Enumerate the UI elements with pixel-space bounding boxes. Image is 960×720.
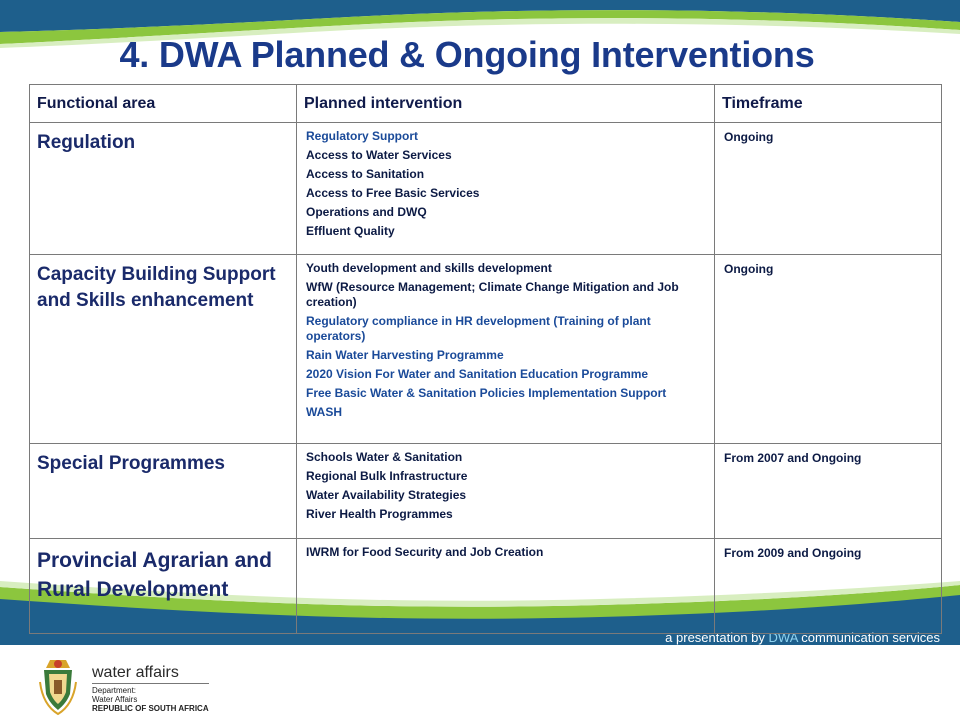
functional-area-cell: Capacity Building Support and Skills enhancement	[30, 255, 297, 444]
table-header-row	[30, 85, 942, 123]
intervention-item: Water Availability Strategies	[306, 488, 467, 502]
intervention-item: WfW (Resource Management; Climate Change Mitigation and Job creation)	[306, 280, 679, 309]
intervention-item: Regional Bulk Infrastructure	[306, 469, 468, 483]
interventions-table	[29, 84, 942, 634]
logo-line-2: Water Affairs	[92, 695, 138, 704]
table-row	[30, 255, 942, 444]
intervention-cell	[297, 539, 715, 634]
presentation-credit: a presentation by DWA communication services	[665, 630, 940, 645]
intervention-item: Effluent Quality	[306, 224, 395, 238]
intervention-cell	[297, 444, 715, 539]
functional-area-cell: Provincial Agrarian and Rural Development	[30, 539, 297, 634]
intervention-item: Regulatory Support	[306, 129, 419, 143]
logo-line-3: REPUBLIC OF SOUTH AFRICA	[92, 704, 209, 713]
intervention-cell	[297, 255, 715, 444]
slide-title: 4. DWA Planned & Ongoing Interventions	[119, 34, 815, 75]
intervention-item: Youth development and skills development	[306, 261, 552, 275]
intervention-cell	[297, 123, 715, 255]
intervention-item: River Health Programmes	[306, 507, 453, 521]
timeframe-cell: Ongoing	[715, 123, 942, 255]
intervention-item: IWRM for Food Security and Job Creation	[306, 545, 544, 559]
timeframe-cell: From 2007 and Ongoing	[715, 444, 942, 539]
intervention-item: Access to Water Services	[306, 148, 452, 162]
intervention-item: Regulatory compliance in HR development (Training of plant operators)	[306, 314, 651, 343]
intervention-item: Schools Water & Sanitation	[306, 450, 463, 464]
timeframe-cell: From 2009 and Ongoing	[715, 539, 942, 634]
intervention-item: Rain Water Harvesting Programme	[306, 348, 504, 362]
table-row	[30, 123, 942, 255]
functional-area-cell: Special Programmes	[30, 444, 297, 539]
table-row	[30, 539, 942, 634]
table-row	[30, 444, 942, 539]
intervention-item: Access to Sanitation	[306, 167, 425, 181]
intervention-item: Access to Free Basic Services	[306, 186, 480, 200]
timeframe-cell: Ongoing	[715, 255, 942, 444]
logo-divider	[92, 683, 209, 684]
header-timeframe: Timeframe	[715, 85, 942, 123]
logo-title: water affairs	[92, 664, 179, 681]
intervention-item: Operations and DWQ	[306, 205, 427, 219]
intervention-item: WASH	[306, 405, 342, 419]
header-planned-intervention: Planned intervention	[297, 85, 715, 123]
logo-line-1: Department:	[92, 686, 137, 695]
intervention-item: Free Basic Water & Sanitation Policies Implementation Support	[306, 386, 667, 400]
functional-area-cell: Regulation	[30, 123, 297, 255]
header-functional-area: Functional area	[30, 85, 297, 123]
intervention-item: 2020 Vision For Water and Sanitation Education Programme	[306, 367, 649, 381]
department-logo	[92, 664, 209, 713]
